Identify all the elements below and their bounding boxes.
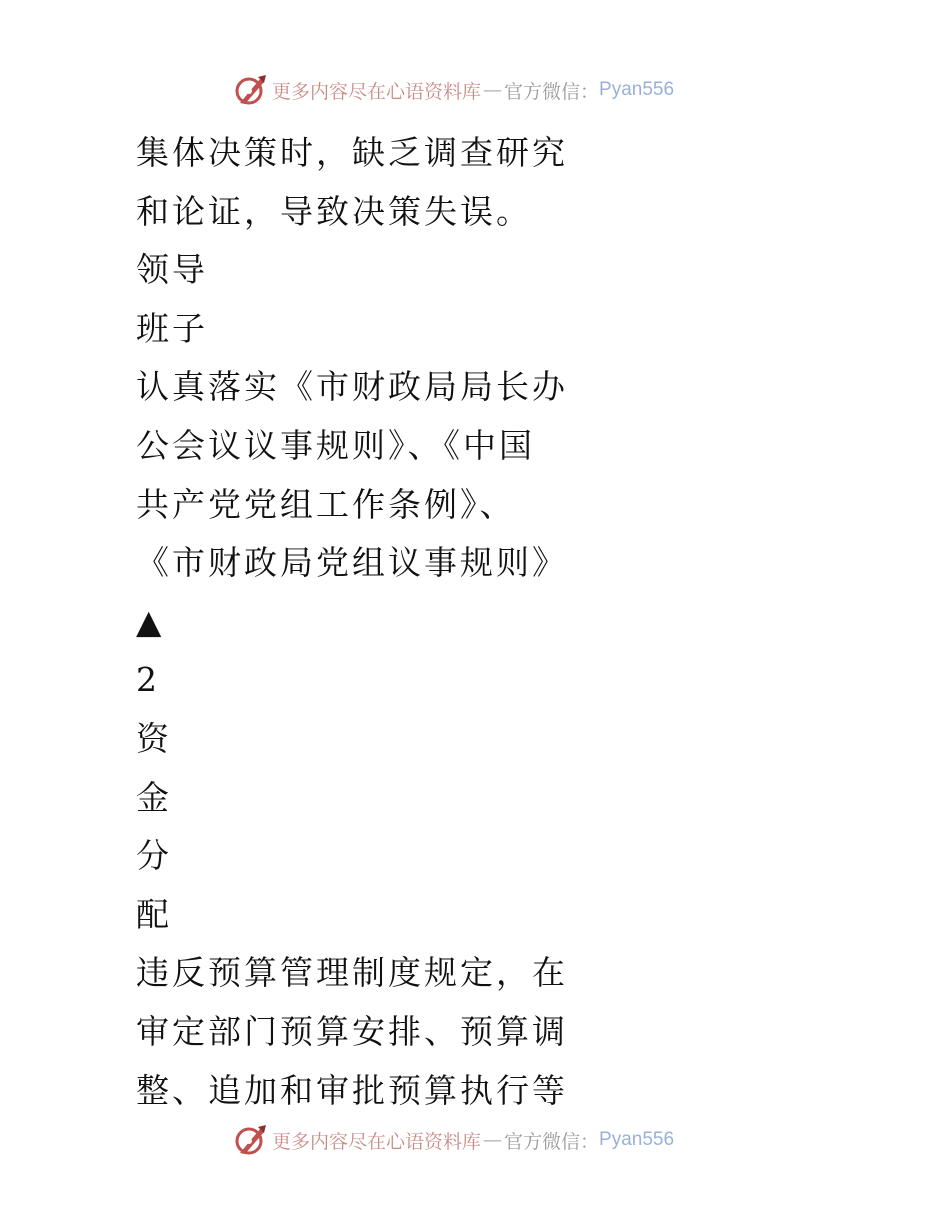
banner-separator: — bbox=[483, 1129, 503, 1151]
text-line: 认真落实《市财政局局长办 bbox=[136, 367, 568, 407]
text-line: 公会议议事规则》、《中国 bbox=[136, 425, 535, 465]
quill-pen-logo-icon bbox=[234, 73, 268, 107]
banner-wechat-id: Pyan556 bbox=[599, 79, 675, 100]
text-line: 违反预算管理制度规定，在 bbox=[136, 953, 568, 993]
text-line: 共产党党组工作条例》、 bbox=[136, 484, 516, 524]
banner-text: 更多内容尽在心语资料库 bbox=[272, 1130, 482, 1153]
footer-banner bbox=[234, 1122, 674, 1158]
triangle-marker: ▲ bbox=[136, 601, 165, 641]
text-line: 领导 bbox=[136, 250, 208, 290]
text-line: 金 bbox=[136, 777, 172, 817]
text-line: 资 bbox=[136, 718, 172, 758]
header-banner bbox=[234, 72, 674, 108]
banner-wechat-id: Pyan556 bbox=[599, 1129, 675, 1150]
text-line: 整、追加和审批预算执行等 bbox=[136, 1070, 568, 1110]
banner-text: 更多内容尽在心语资料库 bbox=[272, 80, 482, 103]
banner-wechat-label: 官方微信： bbox=[504, 80, 600, 103]
text-line: 班子 bbox=[136, 308, 208, 348]
text-line: 和论证，导致决策失误。 bbox=[136, 191, 532, 231]
text-line: 审定部门预算安排、预算调 bbox=[136, 1011, 568, 1051]
text-line: 《市财政局党组议事规则》 bbox=[136, 543, 568, 583]
banner-separator: — bbox=[483, 79, 503, 101]
text-line: 集体决策时，缺乏调查研究 bbox=[136, 133, 568, 172]
banner-wechat-label: 官方微信： bbox=[504, 1130, 600, 1153]
document-body bbox=[136, 124, 568, 1120]
quill-pen-logo-icon bbox=[234, 1123, 268, 1157]
text-line: 配 bbox=[136, 894, 172, 934]
text-line: 分 bbox=[136, 836, 172, 876]
item-number: 2 bbox=[136, 660, 160, 700]
